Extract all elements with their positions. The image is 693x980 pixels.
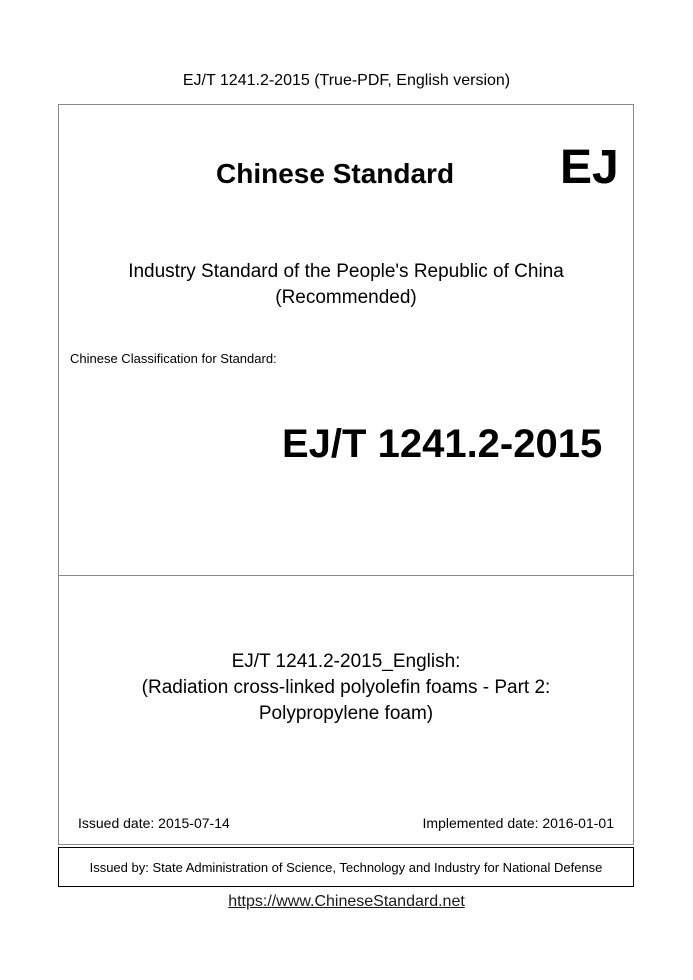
cover-divider — [58, 575, 634, 576]
industry-line-2: (Recommended) — [275, 287, 417, 308]
document-title-line-1: EJ/T 1241.2-2015_English: — [231, 651, 461, 672]
document-header-title: EJ/T 1241.2-2015 (True-PDF, English version) — [182, 72, 511, 89]
standard-heading: Chinese Standard — [216, 158, 455, 189]
industry-line-1: Industry Standard of the People's Republic of China — [128, 261, 564, 282]
classification-label: Chinese Classification for Standard: — [70, 351, 277, 366]
document-title — [58, 649, 634, 727]
standard-code-logo: EJ — [560, 141, 619, 194]
standard-number: EJ/T 1241.2-2015 — [282, 422, 603, 466]
issuer-box — [58, 847, 634, 887]
industry-standard-text — [58, 259, 634, 311]
issued-date: Issued date: 2015-07-14 — [78, 815, 230, 831]
document-title-line-2: (Radiation cross-linked polyolefin foams - Part 2: — [141, 677, 551, 698]
website-link[interactable]: https://www.ChineseStandard.net — [228, 893, 465, 910]
document-title-line-3: Polypropylene foam) — [258, 703, 434, 724]
implemented-date: Implemented date: 2016-01-01 — [422, 815, 614, 831]
issuer-text: Issued by: State Administration of Science, Technology and Industry for National Defense — [89, 859, 603, 875]
cover-frame — [58, 104, 634, 845]
